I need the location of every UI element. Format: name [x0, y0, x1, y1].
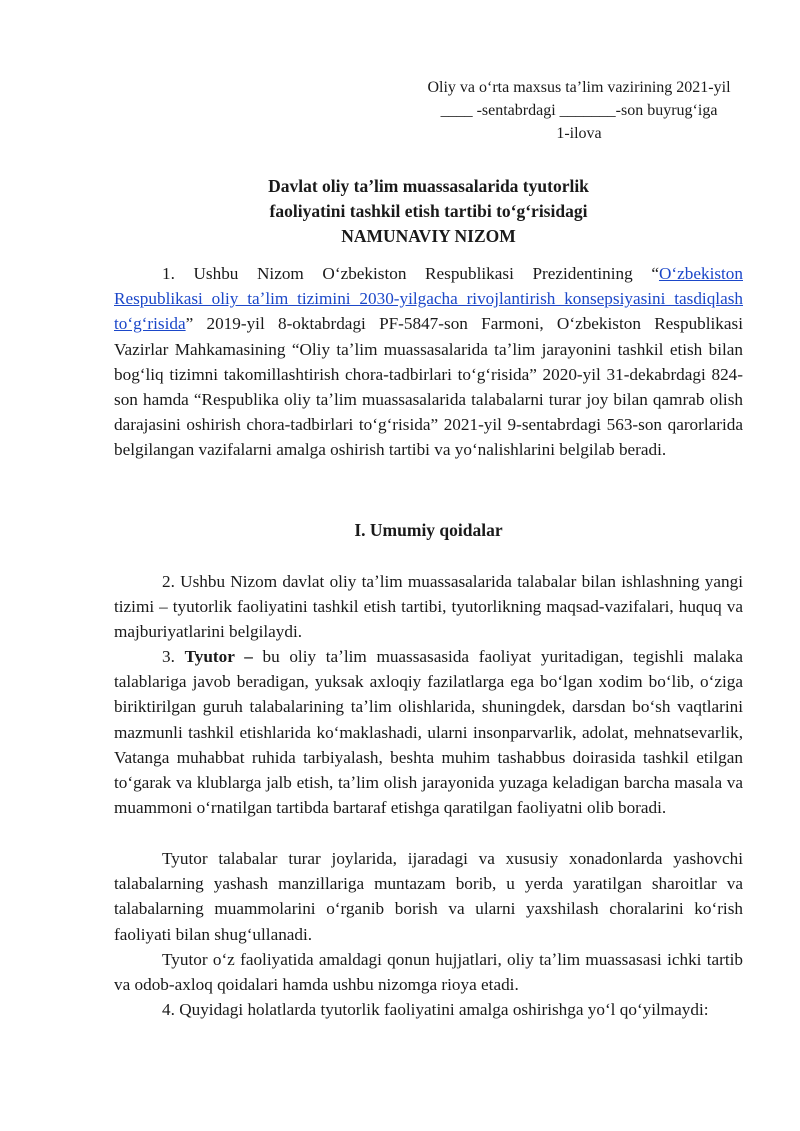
paragraph-3 [114, 644, 743, 820]
paragraph-3-number: 3. [162, 647, 175, 666]
title-line-3: NAMUNAVIY NIZOM [341, 226, 516, 246]
paragraph-1-rest: ” 2019-yil 8-oktabrdagi PF-5847-son Farmoni, Oʻzbekiston Respublikasi Vazirlar Mahkamasining “Oliy taʼlim muassasalarida taʼlim jarayonini tashkil etish bilan bogʻliq tizimni takomillashtirish chora-tadbirlari toʻgʻrisida” 2020-yil 31-dekabrdagi 824-son hamda “Respublika oliy taʼlim muassasalarida talabalarni turar joy bilan qamrab olish darajasini oshirish chora-tadbirlari toʻgʻrisida” 2021-yil 9-sentabrdagi 563-son qarorlarida belgilangan vazifalarni amalga oshirish tartibi va yoʻnalishlarini belgilab beradi. [114, 314, 743, 460]
title-line-1: Davlat oliy taʼlim muassasalarida tyutorlik [268, 176, 589, 196]
paragraph-1-intro: 1. Ushbu Nizom Oʻzbekiston Respublikasi Prezidentining “ [162, 264, 659, 283]
paragraph-2: 2. Ushbu Nizom davlat oliy taʼlim muassasalarida talabalar bilan ishlashning yangi tizimi – tyutorlik faoliyatini tashkil etish tartibi, tyutorlikning maqsad-vazifalari, huquq va majburiyatlarini belgilaydi. [114, 572, 743, 642]
paragraph-5: Tyutor oʻz faoliyatida amaldagi qonun hujjatlari, oliy taʼlim muassasasi ichki tartib va odob-axloq qoidalari hamda ushbu nizomga rioya etadi. [114, 950, 743, 995]
appendix-note-line-2: ____ -sentabrdagi _______-son buyrugʻiga [440, 102, 718, 119]
tyutor-term: Tyutor – [184, 647, 253, 666]
title-line-2: faoliyatini tashkil etish tartibi toʻgʻrisidagi [269, 201, 588, 221]
document-page [114, 0, 743, 1131]
document-title [114, 174, 743, 249]
appendix-note-line-1: Oliy va oʻrta maxsus taʼlim vazirining 2021-yil [427, 79, 731, 96]
appendix-note [404, 76, 754, 145]
paragraph-4: Tyutor talabalar turar joylarida, ijaradagi va xususiy xonadonlarda yashovchi talabalarning yashash manzillariga muntazam borib, u yerda yaratilgan sharoitlar va talabalarning muammolarini oʻrganib borish va ularni yaxshilash choralarini koʻrish faoliyati bilan shugʻullanadi. [114, 849, 743, 944]
appendix-note-line-3: 1-ilova [556, 125, 602, 142]
section-heading-general-rules: I. Umumiy qoidalar [354, 520, 503, 540]
decree-link[interactable]: Oʻzbekiston Respublikasi oliy taʼlim tizimini 2030-yilgacha rivojlantirish konsepsiyasini tasdiqlash toʻgʻrisida [114, 264, 743, 334]
paragraph-3-text: bu oliy taʼlim muassasasida faoliyat yuritadigan, tegishli malaka talablariga javob beradigan, yuksak axloqiy fazilatlarga ega boʻlgan xodim boʻlib, oʻziga biriktirilgan guruh talabalarining taʼlim olishlarida, shuningdek, darsdan boʻsh vaqtlarini mazmunli tashkil etishlarida koʻmaklashadi, ularni insonparvarlik, adolat, mehnatsevarlik, Vatanga muhabbat ruhida tarbiyalash, beshta muhim tashabbus doirasida tashkil etilgan toʻgarak va klublarga jalb etish, taʼlim olish jarayonida yuzaga keladigan barcha masala va muammoni oʻrnatilgan tartibda bartaraf etishga qaratilgan faoliyatni olib boradi. [114, 647, 744, 818]
paragraph-1 [114, 261, 743, 463]
paragraph-6: 4. Quyidagi holatlarda tyutorlik faoliyatini amalga oshirishga yoʻl qoʻyilmaydi: [162, 1000, 709, 1019]
